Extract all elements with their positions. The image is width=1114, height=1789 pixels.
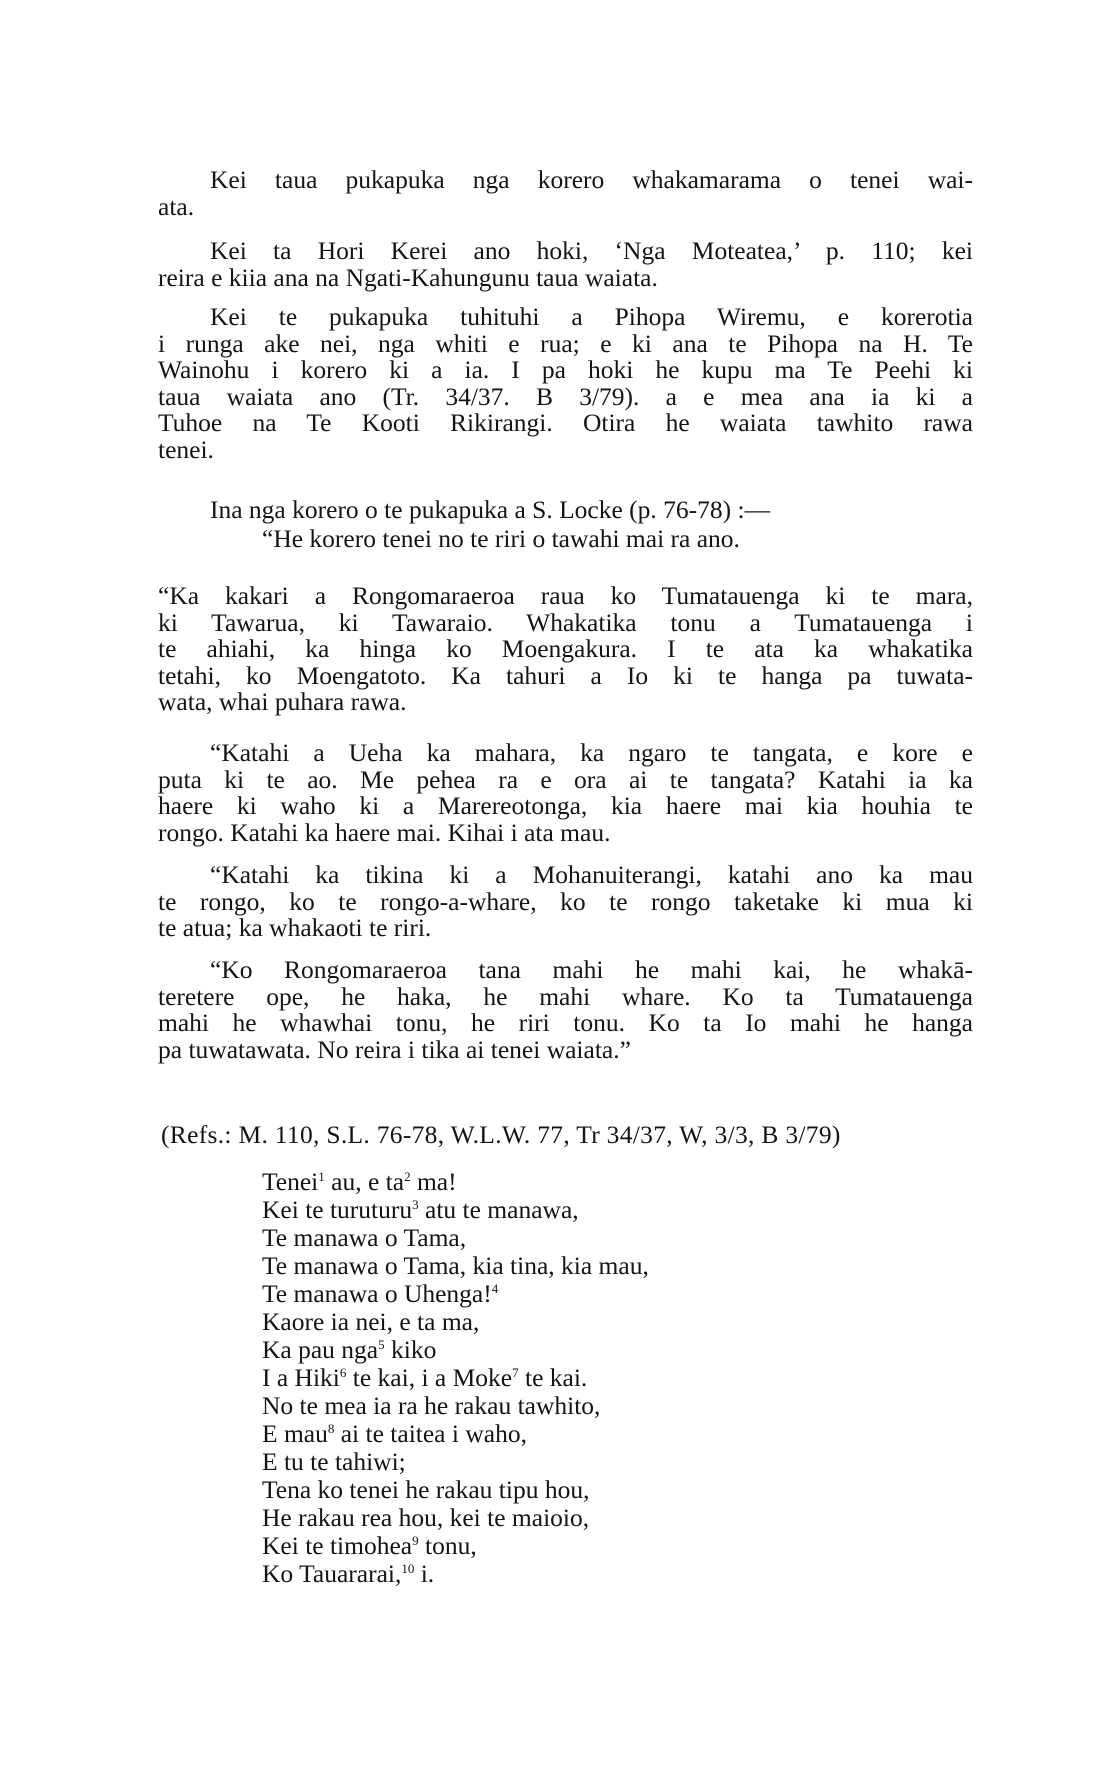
poem-line xyxy=(262,1336,649,1364)
text-line: “Ka kakari a Rongomaraeroa raua ko Tumatauenga ki te mara, xyxy=(158,581,973,610)
poem-line xyxy=(262,1308,649,1336)
poem-text: Kei te turuturu xyxy=(262,1195,413,1224)
references-line: (Refs.: M. 110, S.L. 76-78, W.L.W. 77, Tr 34/37, W, 3/3, B 3/79) xyxy=(161,1120,841,1149)
footnote-number: 1 xyxy=(318,1169,325,1184)
poem-line xyxy=(262,1168,649,1196)
paragraph-quote-3 xyxy=(158,862,973,942)
poem-line xyxy=(262,1560,649,1588)
poem-text: E tu te tahiwi; xyxy=(262,1447,406,1476)
poem-text: Te manawa o Uhenga! xyxy=(262,1279,492,1308)
waiata-verse xyxy=(262,1168,649,1588)
paragraph-quote-4 xyxy=(158,957,973,1063)
poem-text: te kai, i a Moke xyxy=(346,1363,513,1392)
poem-line xyxy=(262,1420,649,1448)
poem-text: Ka pau nga xyxy=(262,1335,379,1364)
text-line: ki Tawarua, ki Tawaraio. Whakatika tonu a Tumatauenga i xyxy=(158,607,973,637)
footnote-number: 2 xyxy=(404,1169,411,1184)
text-line: haere ki waho ki a Marereotonga, kia haere mai kia houhia te xyxy=(158,791,973,820)
footnote-number: 9 xyxy=(412,1533,419,1548)
text-line: Kei ta Hori Kerei ano hoki, ‘Nga Moteatea,’ p. 110; kei xyxy=(210,236,973,265)
poem-line xyxy=(262,1196,649,1224)
text-line: i runga ake nei, nga whiti e rua; e ki ana te Pihopa na H. Te xyxy=(158,328,973,358)
text-line: reira e kiia ana na Ngati-Kahungunu taua waiata. xyxy=(158,262,658,292)
footnote-number: 5 xyxy=(378,1337,385,1352)
poem-text: Tenei xyxy=(262,1167,319,1196)
paragraph-quote-2 xyxy=(158,740,973,846)
poem-text: I a Hiki xyxy=(262,1363,340,1392)
text-line: Wainohu i korero ki a ia. I pa hoki he kupu ma Te Peehi ki xyxy=(158,355,973,384)
footnote-number: 6 xyxy=(339,1365,347,1380)
poem-text: i. xyxy=(414,1559,435,1588)
poem-line xyxy=(262,1280,649,1308)
poem-line xyxy=(262,1364,649,1392)
poem-line xyxy=(262,1448,649,1476)
poem-text: He rakau rea hou, kei te maioio, xyxy=(262,1503,590,1532)
poem-text: Tena ko tenei he rakau tipu hou, xyxy=(262,1475,590,1504)
text-line: te rongo, ko te rongo-a-whare, ko te rongo taketake ki mua ki xyxy=(158,886,973,916)
poem-text: ai te taitea i waho, xyxy=(334,1419,527,1448)
text-line: pa tuwatawata. No reira i tika ai tenei waiata.” xyxy=(158,1034,631,1064)
paragraph-1 xyxy=(158,167,973,220)
footnote-number: 4 xyxy=(491,1281,499,1296)
footnote-number: 8 xyxy=(327,1421,335,1436)
text-line: puta ki te ao. Me pehea ra e ora ai te tangata? Katahi ia ka xyxy=(158,764,973,794)
poem-text: tonu, xyxy=(418,1531,477,1560)
text-line: “Ko Rongomaraeroa tana mahi he mahi kai, he whakā- xyxy=(210,955,973,984)
paragraph-quote-1 xyxy=(158,583,973,716)
poem-text: au, e ta xyxy=(324,1167,405,1196)
poem-text: ma! xyxy=(410,1167,457,1196)
poem-line xyxy=(262,1476,649,1504)
locke-quote-opening: “He korero tenei no te riri o tawahi mai ra ano. xyxy=(262,524,740,553)
poem-text: kiko xyxy=(384,1335,437,1364)
text-line: te atua; ka whakaoti te riri. xyxy=(158,913,432,942)
paragraph-3 xyxy=(158,304,973,463)
footnote-number: 10 xyxy=(401,1561,415,1576)
poem-text: Te manawa o Tama, kia tina, kia mau, xyxy=(262,1251,649,1280)
text-line: mahi he whawhai tonu, he riri tonu. Ko ta Io mahi he hanga xyxy=(158,1008,973,1037)
poem-text: Kei te timohea xyxy=(262,1531,413,1560)
text-line: ata. xyxy=(158,191,195,221)
footnote-number: 7 xyxy=(512,1365,519,1380)
poem-line xyxy=(262,1392,649,1420)
text-line: te ahiahi, ka hinga ko Moengakura. I te ata ka whakatika xyxy=(158,634,973,663)
text-line: tetahi, ko Moengatoto. Ka tahuri a Io ki te hanga pa tuwata- xyxy=(158,660,973,690)
text-line: teretere ope, he haka, he mahi whare. Ko ta Tumatauenga xyxy=(158,981,973,1011)
poem-text: Ko Tauararai, xyxy=(262,1559,402,1588)
text-line: “Katahi ka tikina ki a Mohanuiterangi, katahi ano ka mau xyxy=(210,860,973,889)
text-line: Kei te pukapuka tuhituhi a Pihopa Wiremu, e korerotia xyxy=(210,302,973,331)
text-line: rongo. Katahi ka haere mai. Kihai i ata mau. xyxy=(158,817,611,847)
footnote-number: 3 xyxy=(412,1197,419,1212)
locke-intro: Ina nga korero o te pukapuka a S. Locke (p. 76-78) :— xyxy=(210,495,771,524)
poem-line xyxy=(262,1252,649,1280)
poem-line xyxy=(262,1532,649,1560)
poem-text: Kaore ia nei, e ta ma, xyxy=(262,1307,480,1336)
paragraph-2 xyxy=(158,238,973,291)
poem-line xyxy=(262,1224,649,1252)
poem-text: atu te manawa, xyxy=(418,1195,579,1224)
poem-text: E mau xyxy=(262,1419,328,1448)
poem-text: te kai. xyxy=(518,1363,588,1392)
poem-line xyxy=(262,1504,649,1532)
poem-text: Te manawa o Tama, xyxy=(262,1223,467,1252)
text-line: Tuhoe na Te Kooti Rikirangi. Otira he waiata tawhito rawa xyxy=(158,408,973,437)
text-line: “Katahi a Ueha ka mahara, ka ngaro te tangata, e kore e xyxy=(210,738,973,767)
text-line: Kei taua pukapuka nga korero whakamarama o tenei wai- xyxy=(210,165,973,194)
text-line: wata, whai puhara rawa. xyxy=(158,687,407,716)
text-line: tenei. xyxy=(158,434,214,464)
text-line: taua waiata ano (Tr. 34/37. B 3/79). a e mea ana ia ki a xyxy=(158,381,973,411)
poem-text: No te mea ia ra he rakau tawhito, xyxy=(262,1391,601,1420)
